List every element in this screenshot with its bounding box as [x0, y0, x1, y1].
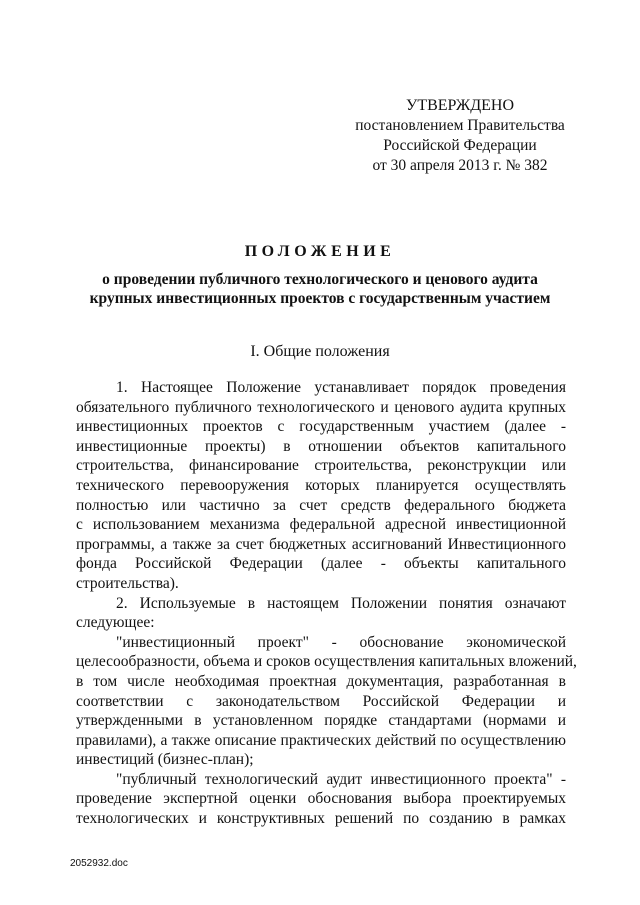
body-line: утвержденными в установленном порядке стандартами (нормами и — [76, 712, 566, 730]
body-line: 2. Используемые в настоящем Положении понятия означают — [116, 594, 566, 612]
body-line: в том числе необходимая проектная документация, разработанная в — [76, 672, 566, 690]
subtitle-line: крупных инвестиционных проектов с государственным участием — [89, 290, 551, 307]
body-line: строительства, финансирование строительства, реконструкции или — [76, 457, 566, 475]
body-line: фонда Российской Федерации (далее - объекты капитального — [76, 555, 566, 573]
body-line: инвестиций (бизнес-план); — [76, 751, 254, 769]
section-heading: I. Общие положения — [250, 343, 390, 360]
approval-stamp — [345, 96, 575, 176]
body-line: 1. Настоящее Положение устанавливает порядок проведения — [116, 379, 566, 396]
body-line: программы, а также за счет бюджетных ассигнований Инвестиционного — [76, 535, 566, 553]
body-line: инвестиционные проекты) в отношении объектов капитального — [76, 437, 566, 455]
approval-line: постановлением Правительства — [355, 117, 565, 134]
approval-line: Российской Федерации — [383, 137, 537, 154]
body-line: обязательного публичного технологического и ценового аудита крупных — [76, 398, 566, 416]
body-line: целесообразности, объема и сроков осуществления капитальных вложений, — [76, 653, 577, 671]
body-line: технологических и конструктивных решений по созданию в рамках — [76, 810, 566, 828]
approval-heading: УТВЕРЖДЕНО — [405, 97, 514, 114]
body-line: правилами), а также описание практических действий по осуществлению — [76, 731, 566, 749]
body-line: с использованием механизма федеральной адресной инвестиционной — [76, 516, 566, 534]
body-line: "инвестиционный проект" - обоснование экономической — [116, 633, 566, 651]
document-title: ПОЛОЖЕНИЕ — [244, 243, 396, 260]
body-line: "публичный технологический аудит инвестиционного проекта" - — [116, 770, 566, 788]
document-subtitle — [60, 270, 580, 308]
body-line: инвестиционных проектов с государственным участием (далее - — [76, 418, 566, 436]
body-line: технического перевооружения которых планируется осуществлять — [76, 476, 566, 494]
body-line: строительства). — [76, 574, 179, 592]
body-line: полностью или частично за счет средств федерального бюджета — [76, 496, 566, 514]
body-line: следующее: — [76, 614, 155, 632]
approval-line: от 30 апреля 2013 г. № 382 — [372, 157, 548, 174]
body-line: соответствии с законодательством Российской Федерации и — [76, 692, 566, 710]
body-line: проведение экспертной оценки обоснования выбора проектируемых — [76, 790, 566, 808]
subtitle-line: о проведении публичного технологического и ценового аудита — [102, 271, 538, 288]
document-body — [76, 378, 577, 829]
footer-filename: 2052932.doc — [70, 858, 128, 869]
